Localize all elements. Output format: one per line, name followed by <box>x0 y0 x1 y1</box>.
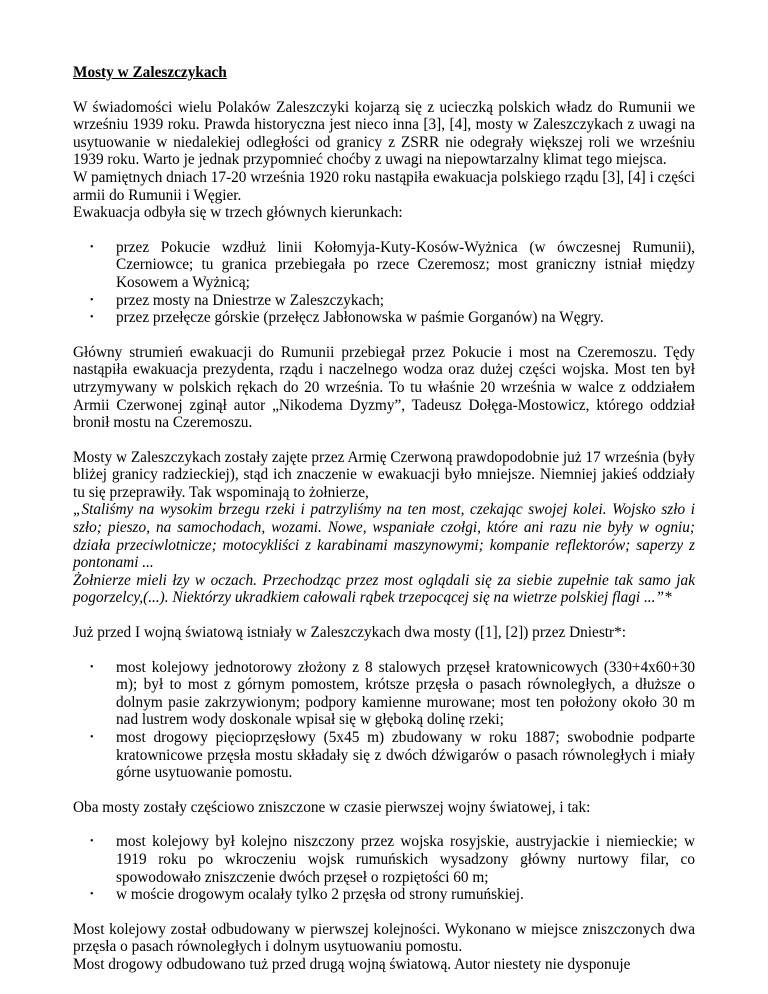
list-item <box>73 659 695 729</box>
bullet-icon: • <box>90 732 94 743</box>
occupied-block <box>73 449 695 607</box>
bullet-icon: • <box>90 294 94 306</box>
bullet-icon: • <box>90 241 94 253</box>
list-item-text: most kolejowy jednotorowy złożony z 8 stalowych przęseł kratownicowych (330+4x60+30 m); był to most z górnym pomostem, krótsze przęsła o pasach równoległych, a dłuższe o dolnym pasie zakrzywionym; podpory kamienne murowane; most ten położony około 30 m nad lustrem wody doskonale wpisał się w głęboką dolinę rzeki; <box>116 658 695 729</box>
intro-paragraph: W świadomości wielu Polaków Zaleszczyki kojarzą się z ucieczką polskich władz do Rumunii we wrześniu 1939 roku. Prawda historyczna jest nieco inna [3], [4], mosty w Zaleszczykach z uwagi na usytuowanie w niedalekiej odległości od granicy z ZSRR nie odegrały większej roli we wrześniu 1939 roku. Warto je jednak przypomnieć choćby z uwagi na niepowtarzalny klimat tego miejsca. <box>73 98 695 169</box>
closing-block <box>73 921 695 974</box>
intro-paragraph: Ewakuacja odbyła się w trzech głównych kierunkach: <box>73 204 403 222</box>
directions-list <box>73 239 695 327</box>
intro-paragraph: W pamiętnych dniach 17-20 września 1920 roku nastąpiła ewakuacja polskiego rządu [3], [4] i części armii do Rumunii i Węgier. <box>73 168 695 204</box>
list-item <box>73 886 695 904</box>
list-item-text: most kolejowy był kolejno niszczony przez wojska rosyjskie, austryjackie i niemieckie; w 1919 roku po wkroczeniu wojsk rumuńskich wysadzony główny nurtowy filar, co spowodowało zniszczenie dwóch przęseł o rozpiętości 60 m; <box>116 833 695 886</box>
closing-paragraph: Most kolejowy został odbudowany w pierwszej kolejności. Wykonano w miejsce zniszczonych dwa przęsła o pasach równoległych i dolnym usytuowaniu pomostu. <box>73 920 695 956</box>
bullet-icon: • <box>90 661 94 673</box>
soldiers-quote-continued: Żołnierze mieli łzy w oczach. Przechodząc przez most oglądali się za siebie zupełnie tak samo jak pogorzelcy,(...). Niektórzy ukradkiem całowali rąbek trzepocącej się na wietrze polskiej flagi ...”* <box>73 571 695 607</box>
main-stream-paragraph: Główny strumień ewakuacji do Rumunii przebiegał przez Pokucie i most na Czeremoszu. Tędy nastąpiła ewakuacja prezydenta, rządu i naczelnego wodza oraz dużej części wojska. Most ten był utrzymywany w polskich rękach do 20 września. To tu właśnie 20 września w walce z oddziałem Armii Czerwonej zginął autor „Nikodema Dyzmy”, Tadeusz Dołęga-Mostowicz, którego oddział bronił mostu na Czeremoszu. <box>73 343 695 432</box>
document-title: Mosty w Zaleszczykach <box>73 64 227 81</box>
occupied-paragraph: Mosty w Zaleszczykach zostały zajęte przez Armię Czerwoną prawdopodobnie już 17 września (były bliżej granicy radzieckiej), stąd ich znaczenie w ewakuacji było mniejsze. Niemniej jakieś oddziały tu się przeprawiły. Tak wspominają to żołnierze, <box>73 448 695 501</box>
list-item <box>73 292 695 310</box>
destroyed-paragraph: Oba mosty zostały częściowo zniszczone w czasie pierwszej wojny światowej, i tak: <box>73 798 591 816</box>
list-item <box>73 309 695 327</box>
closing-paragraph: Most drogowy odbudowano tuż przed drugą wojną światową. Autor niestety nie dysponuje <box>73 955 631 973</box>
before-ww1-paragraph: Już przed I wojną światową istniały w Zaleszczykach dwa mosty ([1], [2]) przez Dniestr*: <box>73 624 627 642</box>
list-item-text: przez mosty na Dniestrze w Zaleszczykach; <box>116 291 384 309</box>
list-item-text: przez przełęcze górskie (przełęcz Jabłonowska w paśmie Gorganów) na Węgry. <box>116 309 604 327</box>
bridges-list <box>73 659 695 782</box>
list-item-text: most drogowy pięcioprzęsłowy (5x45 m) zbudowany w roku 1887; swobodnie podparte kratownicowe przęsła mostu składały się z dwóch dźwigarów o pasach równoległych i miały górne usytuowanie pomostu. <box>116 729 695 782</box>
intro-block <box>73 99 695 222</box>
bullet-icon: • <box>90 312 94 324</box>
bullet-icon: • <box>90 836 94 848</box>
list-item <box>73 239 695 292</box>
bullet-icon: • <box>90 889 94 901</box>
list-item <box>73 729 695 782</box>
list-item-text: w moście drogowym ocalały tylko 2 przęsła od strony rumuńskiej. <box>116 886 524 904</box>
list-item-text: przez Pokucie wzdłuż linii Kołomyja-Kuty-Kosów-Wyżnica (w ówczesnej Rumunii), Czerniowce; tu granica przebiegała po rzece Czeremosz; most graniczny istniał między Kosowem a Wyżnicą; <box>116 238 695 291</box>
damage-list <box>73 833 695 903</box>
soldiers-quote: „Staliśmy na wysokim brzegu rzeki i patrzyliśmy na ten most, czekając swojej kolei. Wojsko szło i szło; pieszo, na samochodach, wozami. Nowe, wspaniałe czołgi, które ani razu nie były w ogniu; działa przeciwlotnicze; motocykliści z karabinami maszynowymi; kompanie reflektorów; saperzy z pontonami ... <box>73 501 695 572</box>
list-item <box>73 833 695 886</box>
